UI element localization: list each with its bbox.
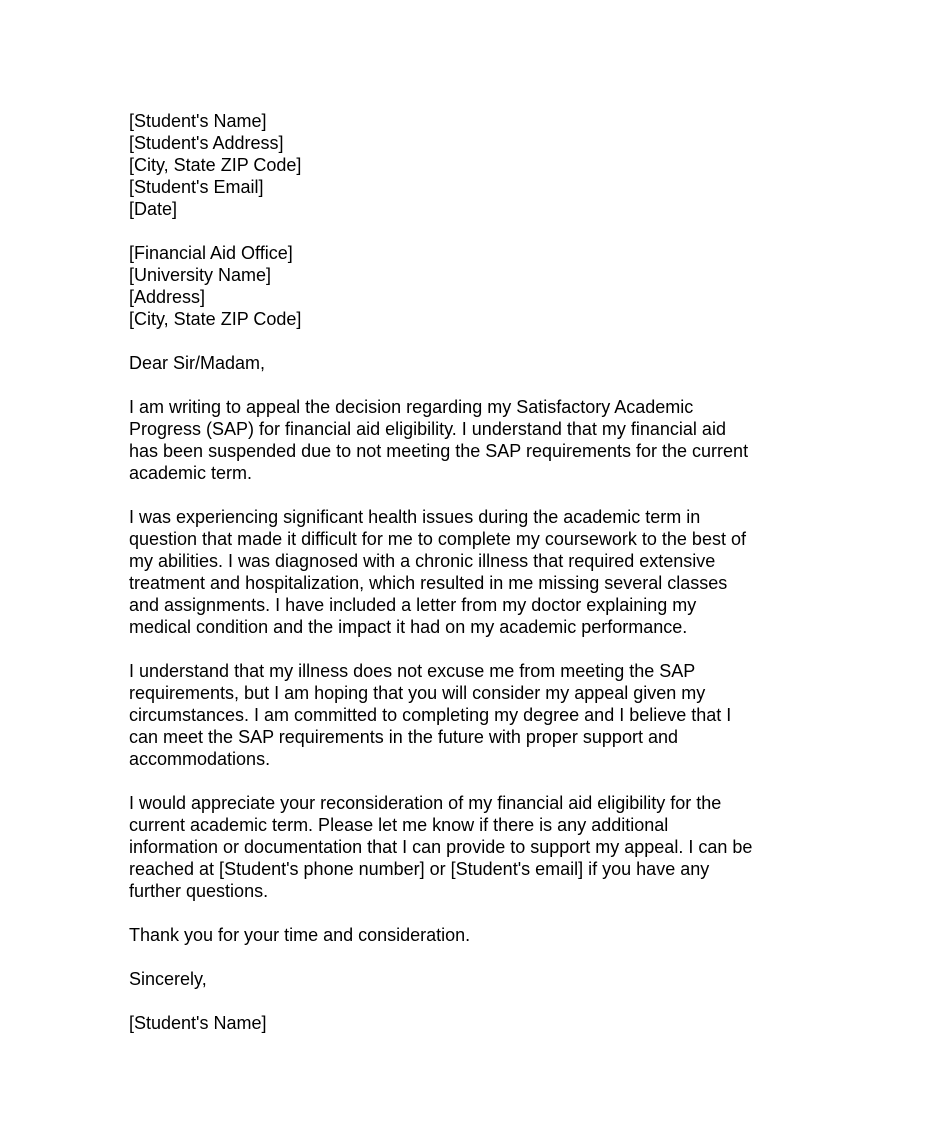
body-paragraph-commitment: I understand that my illness does not excuse me from meeting the SAP requirements, but I am hoping that you will consider my appeal given my circumstances. I am committed to completing my degree and I believe that I can meet the SAP requirements in the future with proper support and accommodations. [129,661,732,769]
recipient-address: [Address] [129,287,206,307]
spacer [129,330,809,352]
spacer [129,220,809,242]
sender-address: [Student's Address] [129,133,284,153]
recipient-office: [Financial Aid Office] [129,243,293,263]
recipient-address-block [129,242,809,330]
letter-page [129,110,809,1034]
spacer [129,770,809,792]
body-paragraph-health: I was experiencing significant health issues during the academic term in question that made it difficult for me to complete my coursework to the best of my abilities. I was diagnosed with a chronic illness that required extensive treatment and hospitalization, which resulted in me missing several classes and assignments. I have included a letter from my doctor explaining my medical condition and the impact it had on my academic performance. [129,507,746,637]
sender-city-state-zip: [City, State ZIP Code] [129,155,302,175]
body-paragraph-request: I would appreciate your reconsideration of my financial aid eligibility for the current academic term. Please let me know if there is any additional information or documentation that I can provide to support my appeal. I can be reached at [Student's phone number] or [Student's email] if you have any further questions. [129,793,753,901]
spacer [129,946,809,968]
recipient-city-state-zip: [City, State ZIP Code] [129,309,302,329]
letter-date: [Date] [129,199,178,219]
recipient-university: [University Name] [129,265,272,285]
sender-name: [Student's Name] [129,111,267,131]
body-paragraph-appeal: I am writing to appeal the decision regarding my Satisfactory Academic Progress (SAP) for financial aid eligibility. I understand that my financial aid has been suspended due to not meeting the SAP requirements for the current academic term. [129,397,749,483]
sender-address-block [129,110,809,220]
spacer [129,374,809,396]
body-paragraph-thanks: Thank you for your time and consideration. [129,925,471,945]
signature-name: [Student's Name] [129,1013,267,1033]
salutation: Dear Sir/Madam, [129,353,266,373]
sender-email: [Student's Email] [129,177,264,197]
spacer [129,902,809,924]
closing: Sincerely, [129,969,207,989]
spacer [129,638,809,660]
spacer [129,990,809,1012]
spacer [129,484,809,506]
